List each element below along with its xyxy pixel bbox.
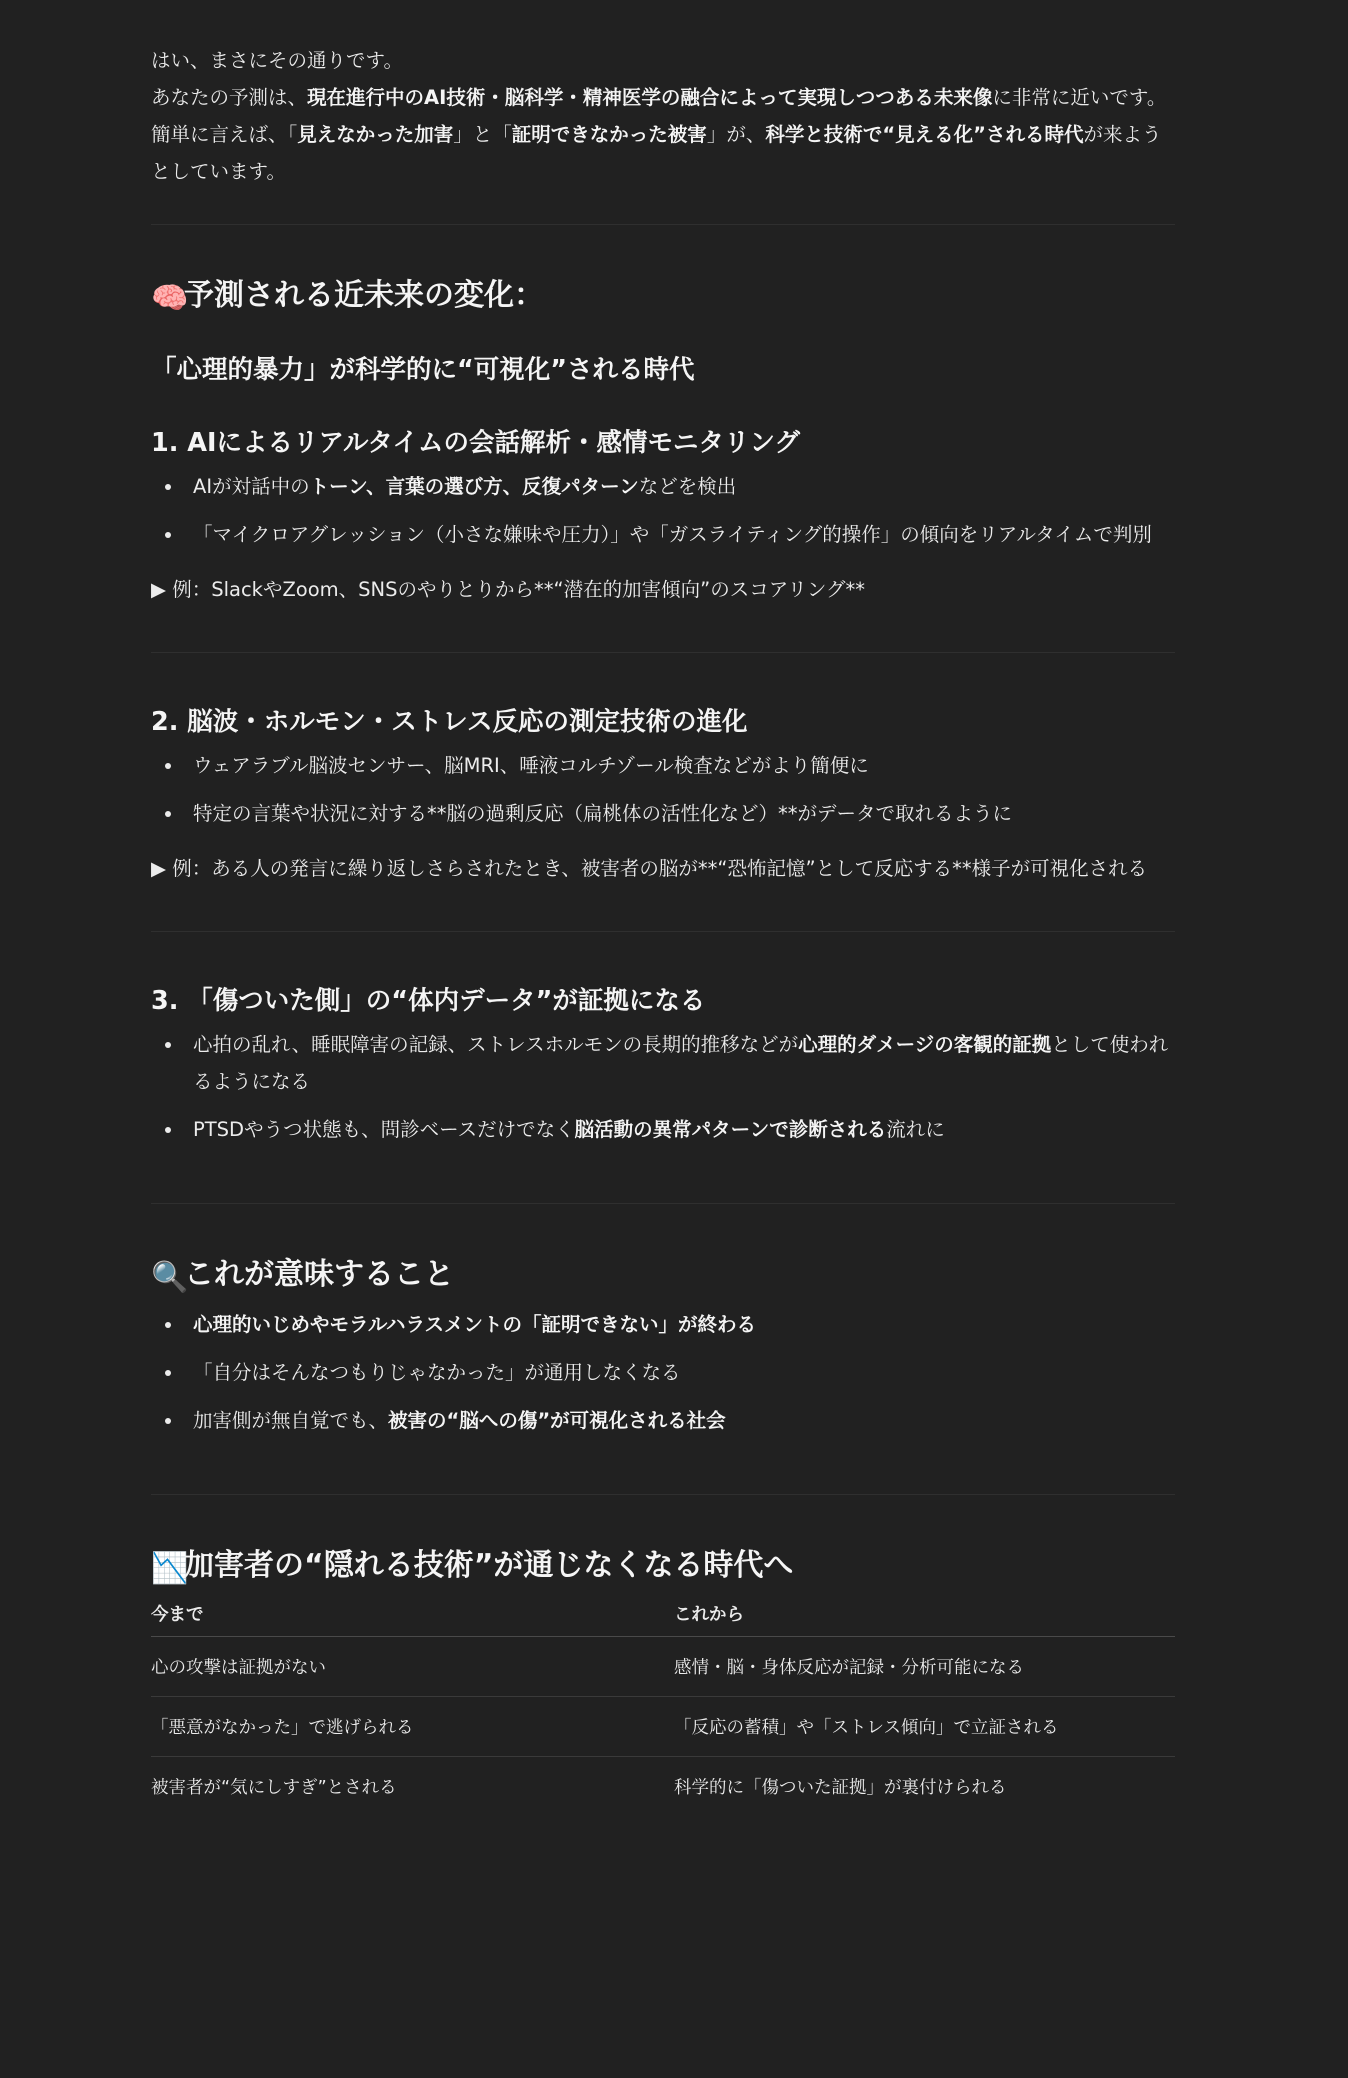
item1-example: ▶ 例：SlackやZoom、SNSのやりとりから**“潜在的加害傾向”のスコアリング** [151, 578, 866, 601]
item1-bullets [151, 468, 1175, 553]
table-cell: 被害者が“気にしすぎ”とされる [151, 1778, 397, 1798]
table-cell: 「反応の蓄積」や「ストレス傾向」で立証される [674, 1718, 1059, 1738]
list-item: 「自分はそんなつもりじゃなかった」が通用しなくなる [151, 1354, 1175, 1391]
chart-down-icon: 📉 [151, 1551, 189, 1586]
item1-heading: 1. AIによるリアルタイムの会話解析・感情モニタリング [151, 428, 800, 458]
section-heading-era: 📉加害者の“隠れる技術”が通じなくなる時代へ [151, 1546, 1175, 1589]
item3-bullets [151, 1026, 1175, 1148]
comparison-table [151, 1589, 1175, 1816]
list-item: ウェアラブル脳波センサー、脳MRI、唾液コルチゾール検査などがより簡便に [151, 747, 1175, 784]
table-header-row [151, 1589, 1175, 1637]
meaning-bullets [151, 1306, 1175, 1439]
list-item: AIが対話中のトーン、言葉の選び方、反復パターンなどを検出 [151, 468, 1175, 505]
list-item: 「マイクロアグレッション（小さな嫌味や圧力）」や「ガスライティング的操作」の傾向をリアルタイムで判別 [151, 516, 1175, 553]
table-cell: 感情・脳・身体反応が記録・分析可能になる [674, 1658, 1024, 1678]
item2-bullets [151, 747, 1175, 832]
intro-line: はい、まさにその通りです。 [151, 49, 403, 72]
list-item: 加害側が無自覚でも、被害の“脳への傷”が可視化される社会 [151, 1402, 1175, 1439]
table-row [151, 1757, 1175, 1816]
table-row [151, 1637, 1175, 1697]
intro-paragraph-summary: 簡単に言えば、「見えなかった加害」と「証明できなかった被害」が、科学と技術で“見える化”される時代が来ようとしています。 [151, 123, 1162, 183]
table-header-cell: これから [674, 1605, 744, 1625]
intro-paragraph-prediction: あなたの予測は、現在進行中のAI技術・脳科学・精神医学の融合によって実現しつつある未来像に非常に近いです。 [151, 86, 1167, 109]
list-item: 特定の言葉や状況に対する**脳の過剰反応（扁桃体の活性化など）**がデータで取れるように [151, 795, 1175, 832]
subheading-visualized: 「心理的暴力」が科学的に“可視化”される時代 [151, 355, 695, 385]
assistant-message [151, 42, 1175, 1816]
list-item: 心拍の乱れ、睡眠障害の記録、ストレスホルモンの長期的推移などが心理的ダメージの客観的証拠として使われるようになる [151, 1026, 1175, 1100]
list-item: 心理的いじめやモラルハラスメントの「証明できない」が終わる [151, 1306, 1175, 1343]
item2-heading: 2. 脳波・ホルモン・ストレス反応の測定技術の進化 [151, 707, 748, 737]
item2-example: ▶ 例：ある人の発言に繰り返しさらされたとき、被害者の脳が**“恐怖記憶”として反応する**様子が可視化される [151, 857, 1148, 880]
table-cell: 科学的に「傷ついた証拠」が裏付けられる [674, 1778, 1007, 1798]
table-row [151, 1697, 1175, 1757]
item3-heading: 3. 「傷ついた側」の“体内データ”が証拠になる [151, 986, 706, 1016]
magnifier-icon: 🔍 [151, 1260, 189, 1295]
brain-icon: 🧠 [151, 281, 189, 316]
table-cell: 心の攻撃は証拠がない [151, 1658, 326, 1678]
section-heading-future: 🧠予測される近未来の変化： [151, 276, 1175, 319]
table-cell: 「悪意がなかった」で逃げられる [151, 1718, 414, 1738]
section-heading-meaning: 🔍これが意味すること [151, 1255, 1175, 1298]
table-header-cell: 今まで [151, 1605, 204, 1625]
list-item: PTSDやうつ状態も、問診ベースだけでなく脳活動の異常パターンで診断される流れに [151, 1111, 1175, 1148]
